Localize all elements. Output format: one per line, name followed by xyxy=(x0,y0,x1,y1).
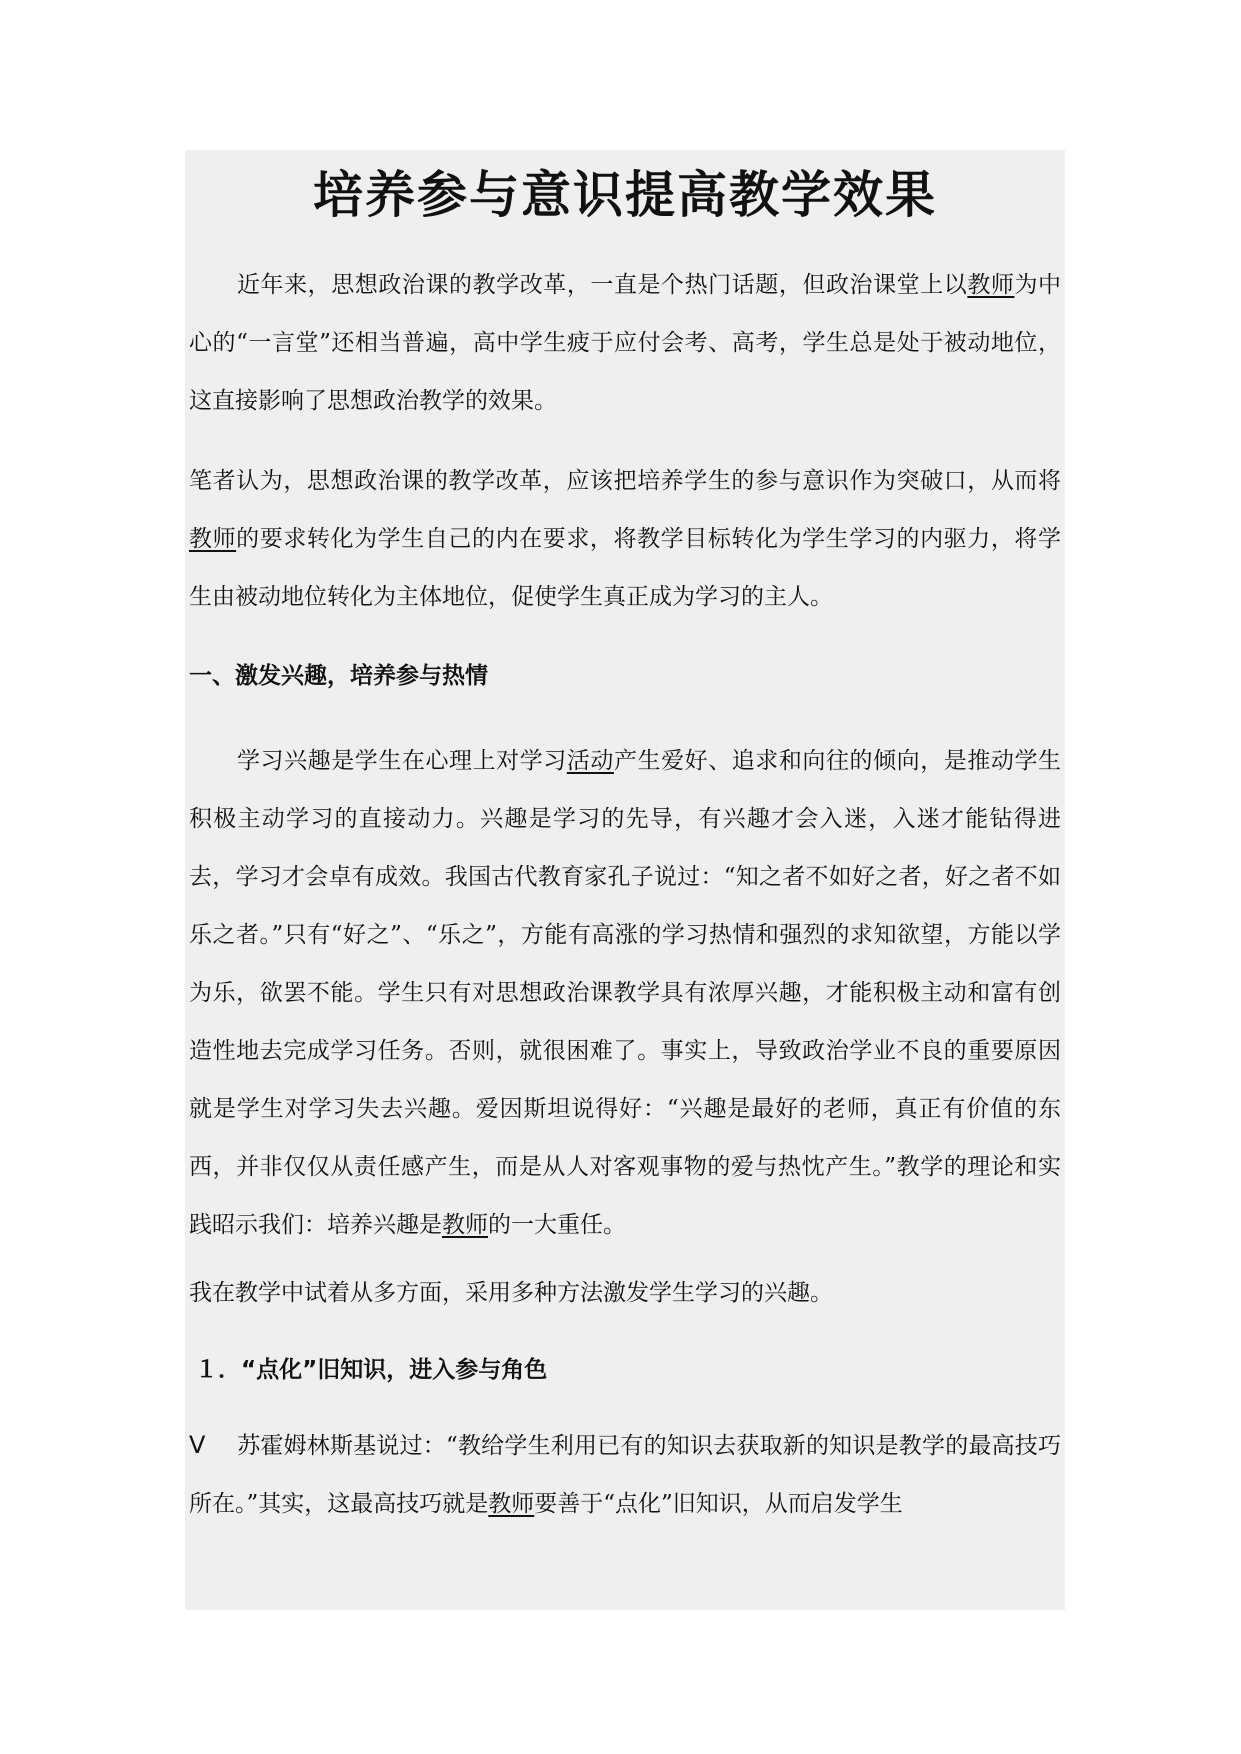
teacher-link[interactable]: 教师 xyxy=(442,1212,488,1238)
paragraph-interest xyxy=(189,732,1061,1254)
paragraph-text: 的一大重任。 xyxy=(488,1212,626,1238)
teacher-link[interactable]: 教师 xyxy=(967,272,1015,298)
paragraph-sukhomlinsky xyxy=(189,1416,1061,1533)
list-marker: V xyxy=(189,1431,206,1459)
activity-link[interactable]: 活动 xyxy=(566,748,614,774)
paragraph-intro xyxy=(189,256,1061,430)
paragraph-text: 近年来，思想政治课的教学改革，一直是个热门话题，但政治课堂上以 xyxy=(237,272,968,298)
paragraph-text: 苏霍姆林斯基说过：“教给学生利用已有的知识去获取新的知识是教学的最高技巧所在。”其实，这最高技巧就是 xyxy=(189,1433,1061,1517)
paragraph-text: 的要求转化为学生自己的内在要求，将教学目标转化为学生学习的内驱力，将学生由被动地位转化为主体地位，促使学生真正成为学习的主人。 xyxy=(189,526,1062,610)
paragraph-text: 学习兴趣是学生在心理上对学习 xyxy=(237,748,567,774)
subsection-heading-1: １．“点化”旧知识，进入参与角色 xyxy=(195,1357,548,1383)
paragraph-text: 要善于“点化”旧知识，从而启发学生 xyxy=(534,1491,903,1517)
teacher-link[interactable]: 教师 xyxy=(488,1491,535,1517)
section-heading-1: 一、激发兴趣，培养参与热情 xyxy=(189,663,488,689)
paragraph-text: 产生爱好、追求和向往的倾向，是推动学生积极主动学习的直接动力。兴趣是学习的先导，有兴趣才会入迷，入迷才能钻得进去，学习才会卓有成效。我国古代教育家孔子说过：“知之者不如好之者，好之者不如乐之者。”只有“好之”、“乐之”，方能有高涨的学习热情和强烈的求知欲望，方能以学为乐，欲罢不能。学生只有对思想政治课教学具有浓厚兴趣，才能积极主动和富有创造性地去完成学习任务。否则，就很困难了。事实上，导致政治学业不良的重要原因就是学生对学习失去兴趣。爱因斯坦说得好：“兴趣是最好的老师，真正有价值的东西，并非仅仅从责任感产生，而是从人对客观事物的爱与热忱产生。”教学的理论和实践昭示我们：培养兴趣是 xyxy=(189,748,1062,1238)
teacher-link[interactable]: 教师 xyxy=(189,526,237,552)
paragraph-text: 为中心的“一言堂”还相当普遍，高中学生疲于应付会考、高考，学生总是处于被动地位，这直接影响了思想政治教学的效果。 xyxy=(189,272,1062,414)
document-title: 培养参与意识提高教学效果 xyxy=(313,165,937,224)
paragraph-text: 笔者认为，思想政治课的教学改革，应该把培养学生的参与意识作为突破口，从而将 xyxy=(189,468,1061,494)
paragraph-author-view xyxy=(189,452,1061,626)
paragraph-method: 我在教学中试着从多方面，采用多种方法激发学生学习的兴趣。 xyxy=(189,1280,833,1306)
document-content xyxy=(185,150,1065,1610)
